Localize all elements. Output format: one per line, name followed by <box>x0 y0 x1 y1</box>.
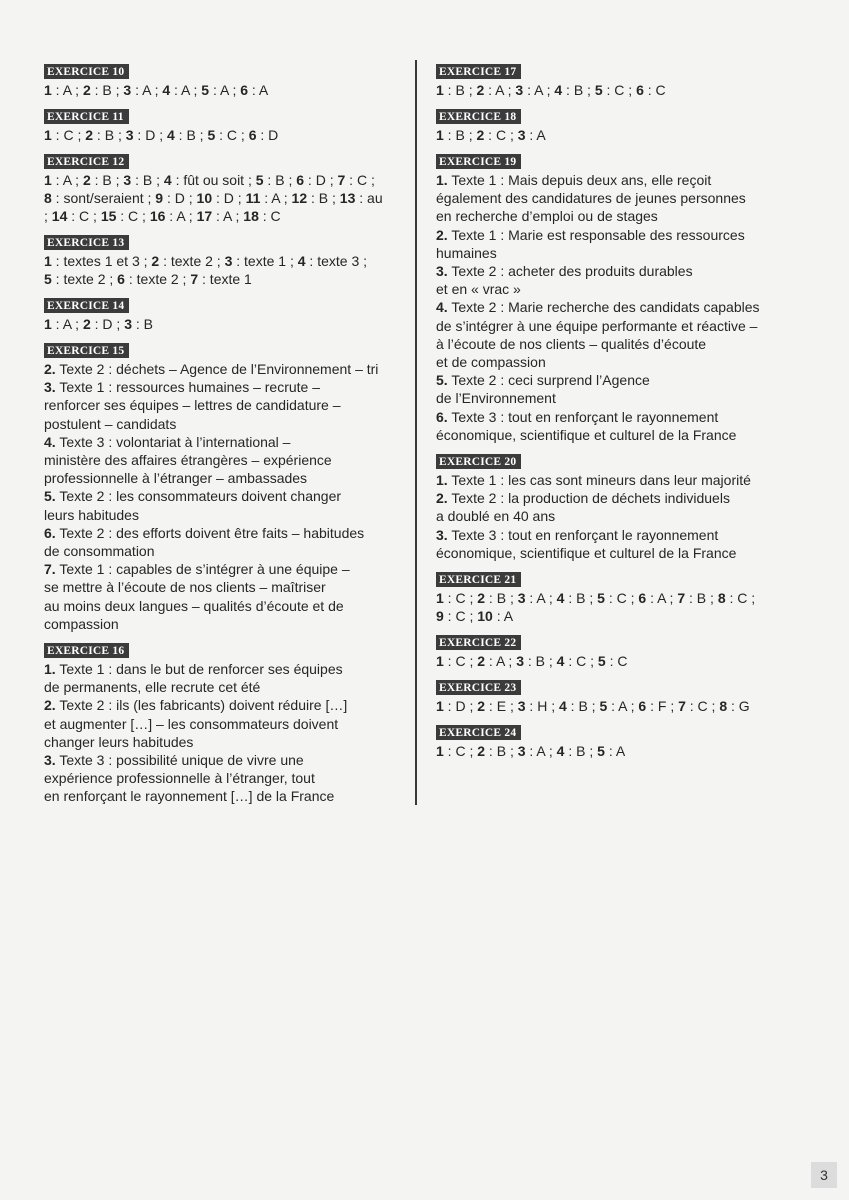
exercise-block <box>436 62 808 99</box>
answer-line: ; 14 : C ; 15 : C ; 16 : A ; 17 : A ; 18 : C <box>44 208 281 224</box>
exercise-block <box>44 296 404 333</box>
answer-line: 1 : D ; 2 : E ; 3 : H ; 4 : B ; 5 : A ; 6 : F ; 7 : C ; 8 : G <box>436 698 750 715</box>
text-line: en renforçant le rayonnement […] de la France <box>44 788 335 805</box>
answer-line: 1 : textes 1 et 3 ; 2 : texte 2 ; 3 : texte 1 ; 4 : texte 3 ; <box>44 253 368 269</box>
exercise-title: EXERCICE 16 <box>44 643 129 658</box>
answer-line: 1 : A ; 2 : D ; 3 : B <box>44 316 153 332</box>
text-line: à l’écoute de nos clients – qualités d’écoute <box>436 335 707 352</box>
exercise-title: EXERCICE 21 <box>436 572 521 587</box>
exercise-block <box>44 641 404 806</box>
text-line: en recherche d’emploi ou de stages <box>436 208 658 225</box>
answer-line: 5 : texte 2 ; 6 : texte 2 ; 7 : texte 1 <box>44 271 252 287</box>
text-line: 3. Texte 3 : possibilité unique de vivre une <box>44 752 304 769</box>
exercise-block <box>436 678 808 715</box>
answer-line: 1 : C ; 2 : B ; 3 : A ; 4 : B ; 5 : C ; 6 : A ; 7 : B ; 8 : C ; <box>436 590 756 607</box>
text-line: au moins deux langues – qualités d’écoute et de <box>44 597 344 614</box>
answer-line: 1 : A ; 2 : B ; 3 : A ; 4 : A ; 5 : A ; 6 : A <box>44 82 269 98</box>
text-line: 4. Texte 3 : volontariat à l’international – <box>44 433 291 450</box>
exercise-block <box>436 570 808 625</box>
exercise-block <box>436 452 808 562</box>
exercise-block <box>436 633 808 670</box>
text-line: compassion <box>44 615 119 632</box>
exercise-block <box>436 152 808 444</box>
answer-line: 1 : A ; 2 : B ; 3 : B ; 4 : fût ou soit ; 5 : B ; 6 : D ; 7 : C ; <box>44 172 375 188</box>
text-line: changer leurs habitudes <box>44 733 194 750</box>
text-line: 1. Texte 1 : Mais depuis deux ans, elle reçoit <box>436 172 712 188</box>
text-line: 3. Texte 3 : tout en renforçant le rayonnement <box>436 526 719 543</box>
text-line: expérience professionnelle à l’étranger, tout <box>44 770 315 787</box>
text-line: leurs habitudes <box>44 506 139 523</box>
text-line: 5. Texte 2 : les consommateurs doivent changer <box>44 488 342 505</box>
right-column <box>436 62 808 768</box>
text-line: renforcer ses équipes – lettres de candidature – <box>44 397 341 414</box>
text-line: de permanents, elle recrute cet été <box>44 679 261 696</box>
exercise-block <box>44 152 404 225</box>
text-line: 6. Texte 3 : tout en renforçant le rayonnement <box>436 408 719 425</box>
exercise-title: EXERCICE 24 <box>436 725 521 740</box>
exercise-block <box>436 107 808 144</box>
page-number: 3 <box>811 1162 837 1188</box>
exercise-block <box>44 341 404 633</box>
answer-line: 1 : C ; 2 : B ; 3 : A ; 4 : B ; 5 : A <box>436 743 626 760</box>
text-line: 2. Texte 1 : Marie est responsable des ressources <box>436 226 745 243</box>
text-line: 2. Texte 2 : ils (les fabricants) doivent réduire […] <box>44 697 348 714</box>
answer-line: 1 : C ; 2 : B ; 3 : D ; 4 : B ; 5 : C ; 6 : D <box>44 127 279 143</box>
text-line: et de compassion <box>436 354 546 371</box>
text-line: également des candidatures de jeunes personnes <box>436 190 746 207</box>
text-line: et augmenter […] – les consommateurs doivent <box>44 715 339 732</box>
exercise-block <box>44 107 404 144</box>
text-line: se mettre à l’écoute de nos clients – maîtriser <box>44 579 326 596</box>
text-line: de s’intégrer à une équipe performante et réactive – <box>436 317 758 334</box>
text-line: de consommation <box>44 543 155 560</box>
answer-line: 9 : C ; 10 : A <box>436 608 514 625</box>
text-line: 1. Texte 1 : les cas sont mineurs dans leur majorité <box>436 472 751 489</box>
text-line: 3. Texte 1 : ressources humaines – recrute – <box>44 379 321 396</box>
text-line: 7. Texte 1 : capables de s’intégrer à une équipe – <box>44 561 350 578</box>
exercise-title: EXERCICE 15 <box>44 343 129 358</box>
exercise-title: EXERCICE 23 <box>436 680 521 695</box>
exercise-title: EXERCICE 12 <box>44 154 129 169</box>
answer-line: 1 : B ; 2 : A ; 3 : A ; 4 : B ; 5 : C ; 6 : C <box>436 82 666 98</box>
text-line: professionnelle à l’étranger – ambassades <box>44 470 308 487</box>
exercise-title: EXERCICE 17 <box>436 64 521 79</box>
text-line: et en « vrac » <box>436 281 521 298</box>
exercise-title: EXERCICE 13 <box>44 235 129 250</box>
exercise-title: EXERCICE 14 <box>44 298 129 313</box>
exercise-title: EXERCICE 18 <box>436 109 521 124</box>
exercise-block <box>44 233 404 288</box>
text-line: postulent – candidats <box>44 415 177 432</box>
text-line: 6. Texte 2 : des efforts doivent être faits – habitudes <box>44 524 365 541</box>
text-line: de l’Environnement <box>436 390 556 407</box>
exercise-title: EXERCICE 10 <box>44 64 129 79</box>
exercise-title: EXERCICE 20 <box>436 454 521 469</box>
exercise-title: EXERCICE 22 <box>436 635 521 650</box>
text-line: économique, scientifique et culturel de la France <box>436 426 737 443</box>
text-line: a doublé en 40 ans <box>436 508 556 525</box>
exercise-block <box>436 723 808 760</box>
text-line: 2. Texte 2 : la production de déchets individuels <box>436 490 730 507</box>
answer-line: 1 : C ; 2 : A ; 3 : B ; 4 : C ; 5 : C <box>436 653 628 670</box>
text-line: 2. Texte 2 : déchets – Agence de l’Environnement – tri <box>44 361 379 377</box>
exercise-block <box>44 62 404 99</box>
text-line: 3. Texte 2 : acheter des produits durables <box>436 263 693 280</box>
text-line: 5. Texte 2 : ceci surprend l’Agence <box>436 372 650 389</box>
text-line: 4. Texte 2 : Marie recherche des candidats capables <box>436 299 760 316</box>
column-divider <box>415 60 417 805</box>
exercise-title: EXERCICE 19 <box>436 154 521 169</box>
text-line: humaines <box>436 244 497 261</box>
text-line: 1. Texte 1 : dans le but de renforcer ses équipes <box>44 661 343 678</box>
left-column <box>44 62 404 814</box>
answer-line: 8 : sont/seraient ; 9 : D ; 10 : D ; 11 : A ; 12 : B ; 13 : au <box>44 190 383 206</box>
text-line: ministère des affaires étrangères – expérience <box>44 452 332 469</box>
answer-line: 1 : B ; 2 : C ; 3 : A <box>436 127 546 143</box>
exercise-title: EXERCICE 11 <box>44 109 129 124</box>
text-line: économique, scientifique et culturel de la France <box>436 544 737 561</box>
